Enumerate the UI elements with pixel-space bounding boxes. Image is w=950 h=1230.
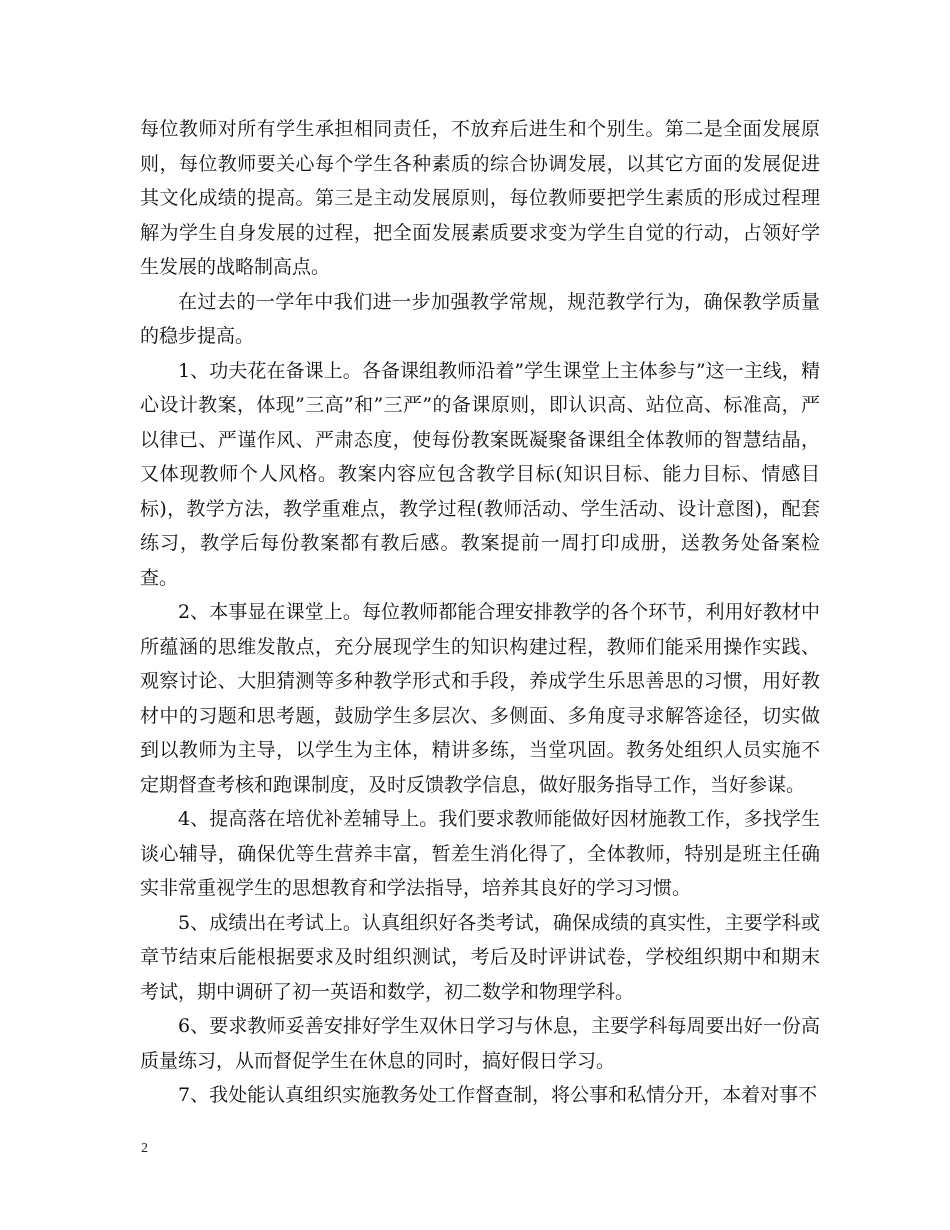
paragraph: 在过去的一学年中我们进一步加强教学常规，规范教学行为，确保教学质量的稳步提高。: [140, 290, 820, 347]
paragraph: 4、提高落在培优补差辅导上。我们要求教师能做好因材施教工作，多找学生谈心辅导，确保优等生营养丰富，暂差生消化得了，全体教师，特别是班主任确实非常重视学生的思想教育和学法指导，培养其良好的学习习惯。: [140, 808, 820, 899]
paragraph: 7、我处能认真组织实施教务处工作督查制，将公事和私情分开，本着对事不: [178, 1084, 818, 1106]
paragraph: 2、本事显在课堂上。每位教师都能合理安排教学的各个环节，利用好教材中所蕴涵的思维发散点，充分展现学生的知识构建过程，教师们能采用操作实践、观察讨论、大胆猜测等多种教学形式和手段，养成学生乐思善思的习惯，用好教材中的习题和思考题，鼓励学生多层次、多侧面、多角度寻求解答途径，切实做到以教师为主导，以学生为主体，精讲多练，当堂巩固。教务处组织人员实施不定期督查考核和跑课制度，及时反馈教学信息，做好服务指导工作，当好参谋。: [140, 601, 820, 796]
paragraph: 每位教师对所有学生承担相同责任，不放弃后进生和个别生。第二是全面发展原则，每位教师要关心每个学生各种素质的综合协调发展，以其它方面的发展促进其文化成绩的提高。第三是主动发展原则，每位教师要把学生素质的形成过程理解为学生自身发展的过程，把全面发展素质要求变为学生自觉的行动，占领好学生发展的战略制高点。: [140, 118, 820, 278]
paragraph: 1、功夫花在备课上。各备课组教师沿着”学生课堂上主体参与”这一主线，精心设计教案，体现”三高”和”三严”的备课原则，即认识高、站位高、标准高，严以律已、严谨作风、严肃态度，使每份教案既凝聚备课组全体教师的智慧结晶，又体现教师个人风格。教案内容应包含教学目标(知识目标、能力目标、情感目标)，教学方法，教学重难点，教学过程(教师活动、学生活动、设计意图)，配套练习，教学后每份教案都有教后感。教案提前一周打印成册，送教务处备案检查。: [140, 359, 820, 589]
paragraph: 6、要求教师妥善安排好学生双休日学习与休息，主要学科每周要出好一份高质量练习，从而督促学生在休息的同时，搞好假日学习。: [140, 1015, 820, 1072]
document-body: [140, 112, 820, 1113]
page-number: 2: [141, 1141, 148, 1156]
paragraph: 5、成绩出在考试上。认真组织好各类考试，确保成绩的真实性，主要学科或章节结束后能根据要求及时组织测试，考后及时评讲试卷，学校组织期中和期末考试，期中调研了初一英语和数学，初二数学和物理学科。: [140, 911, 820, 1003]
